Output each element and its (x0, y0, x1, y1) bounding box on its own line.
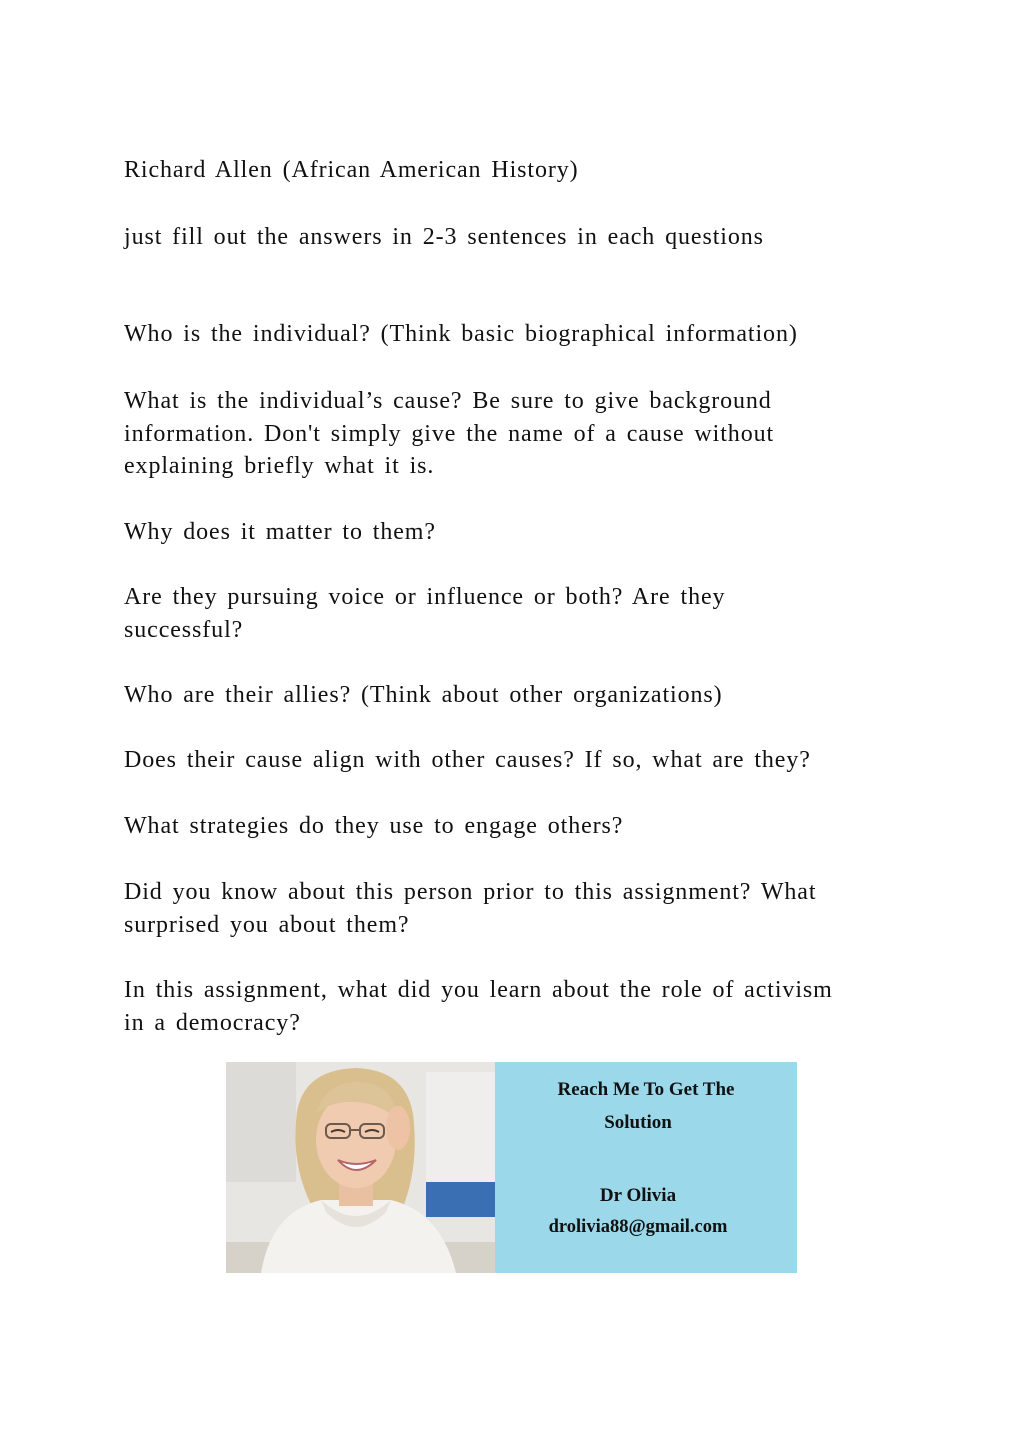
question-2: What is the individual’s cause? Be sure to give background information. Don't simply give the name of a cause without explaining briefly what it is. (124, 388, 775, 479)
question-7: What strategies do they use to engage others? (124, 813, 624, 839)
question-6: Does their cause align with other causes? If so, what are they? (124, 747, 811, 773)
instruction-text: just fill out the answers in 2-3 sentences in each questions (124, 224, 764, 250)
question-8: Did you know about this person prior to this assignment? What surprised you about them? (124, 879, 817, 938)
question-4: Are they pursuing voice or influence or both? Are they successful? (124, 584, 726, 643)
contact-email[interactable]: drolivia88@gmail.com (548, 1217, 728, 1237)
question-9: In this assignment, what did you learn about the role of activism in a democracy? (124, 977, 833, 1036)
banner-heading-line2: Solution (604, 1112, 672, 1133)
question-1: Who is the individual? (Think basic biographical information) (124, 321, 798, 347)
banner-heading-line1: Reach Me To Get The (557, 1079, 735, 1100)
contact-card[interactable] (495, 1062, 797, 1273)
document-title: Richard Allen (African American History) (124, 157, 579, 183)
smiling-woman-photo (226, 1062, 495, 1273)
question-3: Why does it matter to them? (124, 519, 436, 545)
contact-name: Dr Olivia (599, 1185, 677, 1206)
contact-banner[interactable] (226, 1062, 797, 1273)
question-5: Who are their allies? (Think about other organizations) (124, 682, 723, 708)
